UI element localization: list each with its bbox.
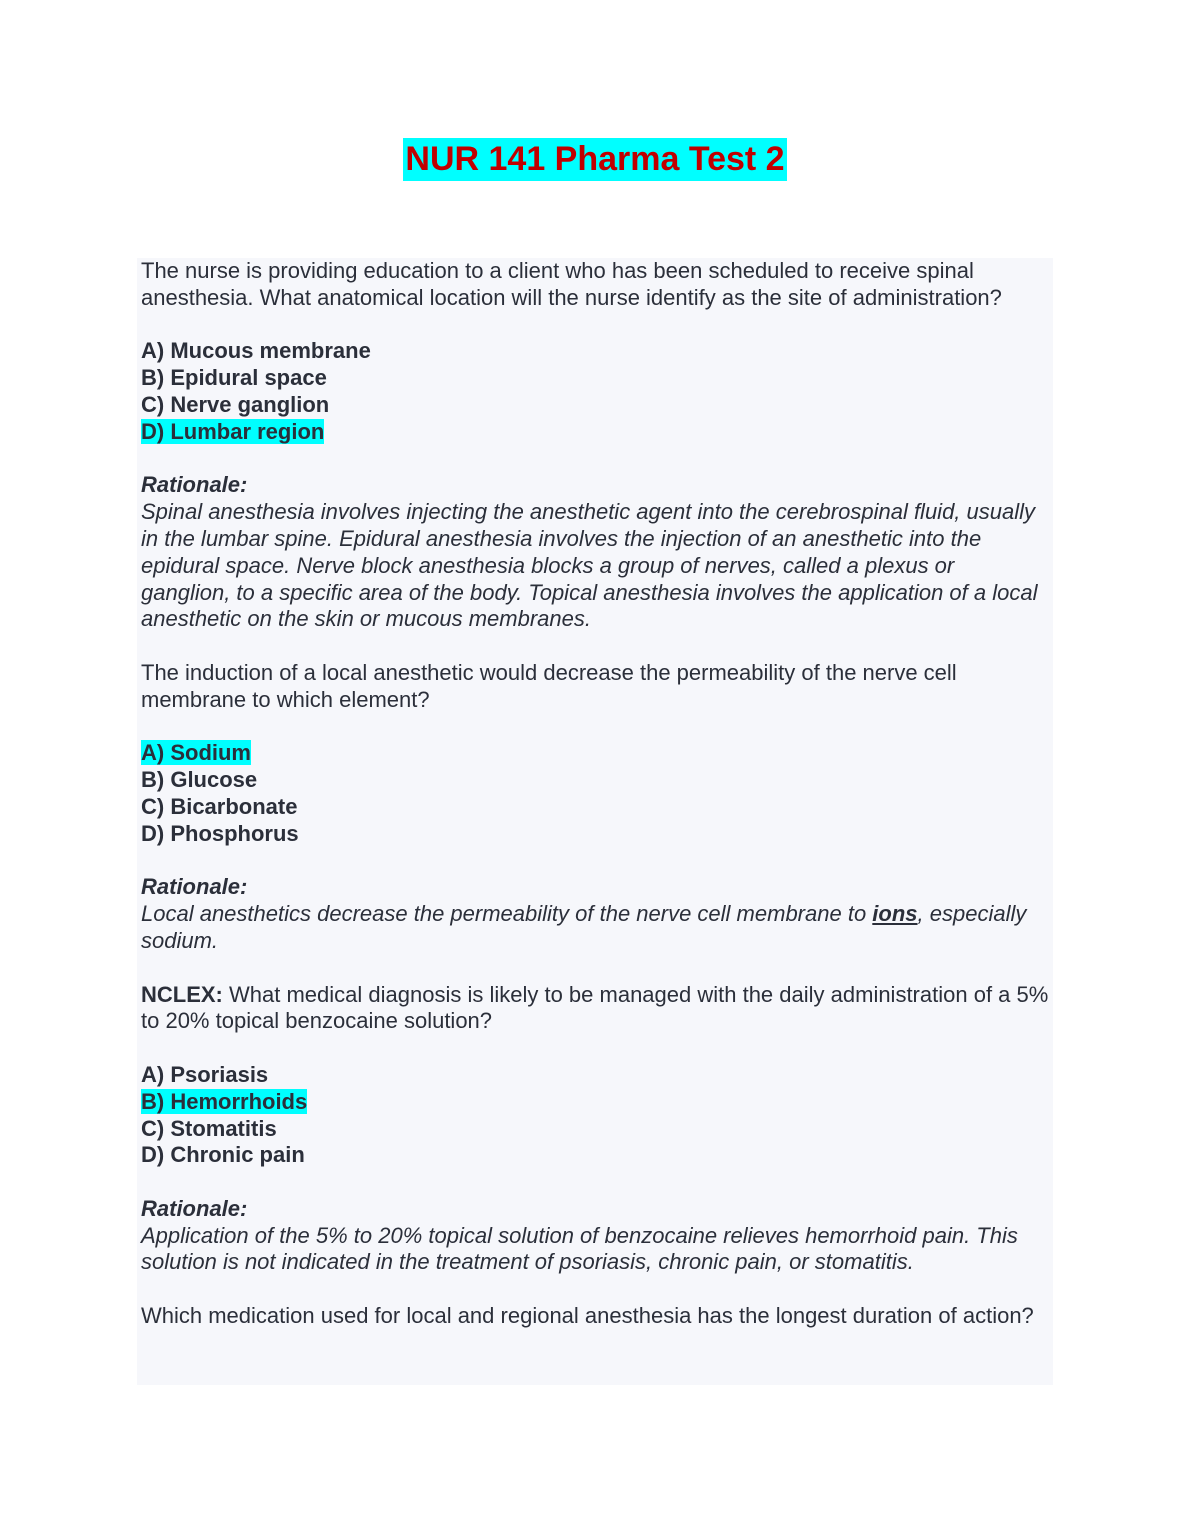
question-1-option-c: C) Nerve ganglion [141, 391, 330, 417]
question-3-option-d: D) Chronic pain [141, 1142, 305, 1168]
question-1-option-a: A) Mucous membrane [141, 338, 371, 364]
question-1-stem: The nurse is providing education to a client who has been scheduled to receive spinal anesthesia. What anatomical location will the nurse identify as the site of administration? [141, 258, 1002, 310]
question-3-rationale: Application of the 5% to 20% topical solution of benzocaine relieves hemorrhoid pain. This solution is not indicated in the treatment of psoriasis, chronic pain, or stomatitis. [141, 1222, 1018, 1275]
rationale-emphasis-ions: ions [872, 901, 918, 927]
question-2-rationale: Local anesthetics decrease the permeability of the nerve cell membrane to ions, especially sodium. [141, 901, 1027, 953]
question-2-option-b: B) Glucose [141, 767, 258, 793]
question-1-option-d-correct: D) Lumbar region [141, 418, 325, 444]
question-3-stem: NCLEX: What medical diagnosis is likely to be managed with the daily administration of a 5% to 20% topical benzocaine solution? [141, 981, 1049, 1034]
question-3-option-c: C) Stomatitis [141, 1115, 277, 1141]
question-3-rationale-label: Rationale: [141, 1195, 248, 1221]
question-2-option-c: C) Bicarbonate [141, 793, 298, 819]
question-2-option-d: D) Phosphorus [141, 820, 299, 846]
question-1-rationale-label: Rationale: [141, 472, 248, 498]
document-content [137, 258, 1053, 1385]
title-container [0, 138, 1190, 181]
question-4-stem: Which medication used for local and regional anesthesia has the longest duration of action? [141, 1303, 1034, 1329]
question-3-option-a: A) Psoriasis [141, 1061, 269, 1087]
question-1-option-b: B) Epidural space [141, 365, 327, 391]
nclex-label: NCLEX: [141, 981, 223, 1007]
question-1-rationale: Spinal anesthesia involves injecting the anesthetic agent into the cerebrospinal fluid, usually in the lumbar spine. Epidural anesthesia involves the injection of an anesthetic into the epidural space. Nerve block anesthesia blocks a group of nerves, called a plexus or ganglion, to a specific area of the body. Topical anesthesia involves the application of a local anesthetic on the skin or mucous membranes. [141, 499, 1038, 632]
document-title: NUR 141 Pharma Test 2 [403, 138, 786, 181]
question-2-rationale-label: Rationale: [141, 874, 248, 900]
question-2-option-a-correct: A) Sodium [141, 740, 251, 766]
question-3-option-b-correct: B) Hemorrhoids [141, 1088, 308, 1114]
question-2-stem: The induction of a local anesthetic would decrease the permeability of the nerve cell membrane to which element? [141, 659, 957, 712]
